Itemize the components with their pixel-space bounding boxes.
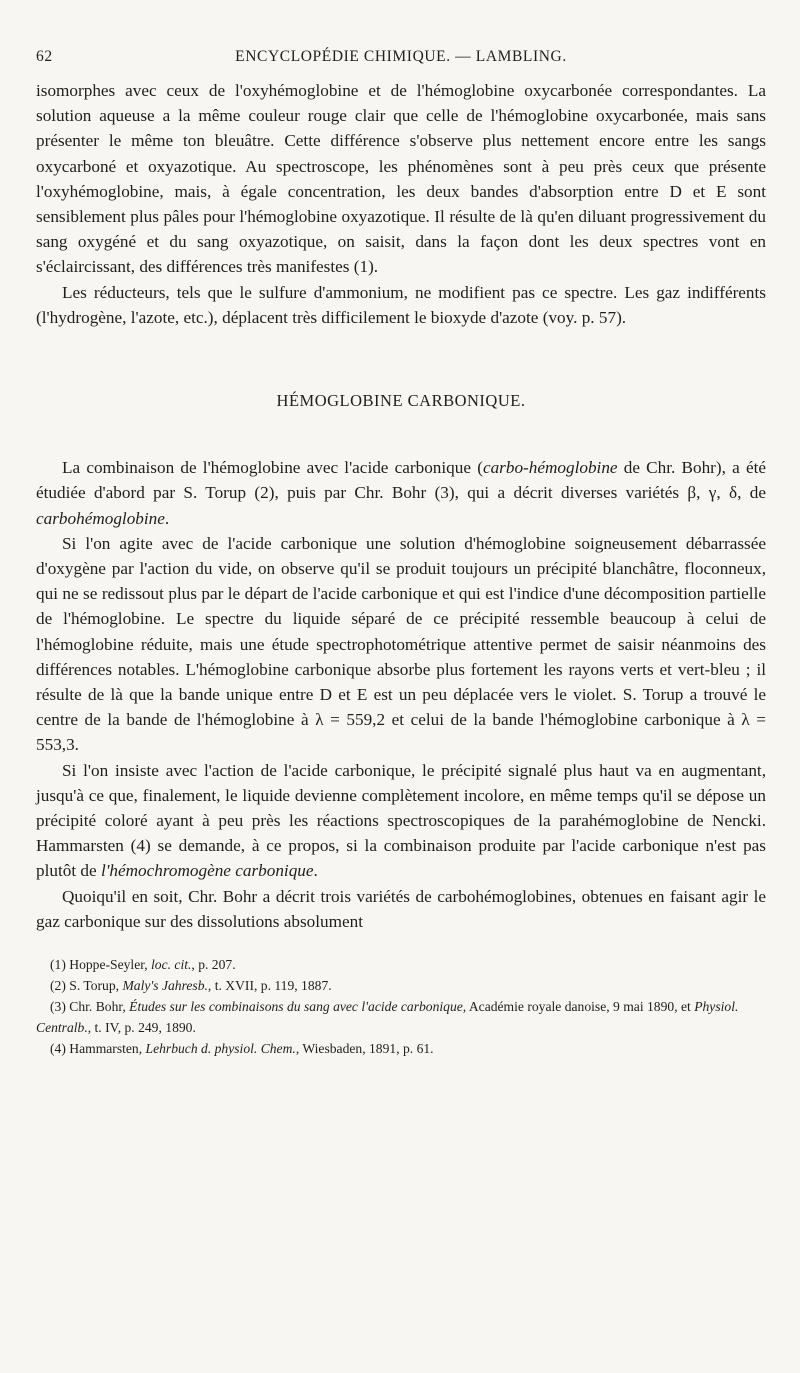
footnote-ref: , Académie royale danoise, 9 mai 1890, et bbox=[462, 999, 695, 1015]
footnote-ref: , t. XVII, p. 119, 1887. bbox=[207, 978, 332, 994]
footnote-3 bbox=[36, 996, 766, 1038]
page-header bbox=[36, 48, 766, 78]
footnote-ref-journal: , t. IV, p. 249, 1890. bbox=[87, 1020, 196, 1036]
para3-italic: l'hémochromogène carbonique bbox=[100, 861, 314, 881]
footnote-italic: Maly's Jahresb. bbox=[122, 978, 208, 994]
footnote-ref: , Wiesbaden, 1891, p. 61. bbox=[295, 1041, 434, 1057]
footnote-marker: (1) bbox=[50, 957, 66, 973]
para3-text-b: . bbox=[313, 861, 318, 881]
main-text bbox=[36, 78, 766, 934]
para1-text-c: . bbox=[164, 508, 170, 528]
footnote-ref: , p. 207. bbox=[191, 957, 236, 973]
footnote-author: Chr. Bohr, bbox=[69, 999, 130, 1015]
footnote-author: Hammarsten, bbox=[69, 1041, 146, 1057]
para3-text-a: Si l'on insiste avec l'action de l'acide carbonique, le précipité signalé plus haut va en augmentant, jusqu'à ce que, finalement, le liquide devienne complètement incolore, en même temps qu'il se dépose un précipité coloré ayant à peu près les réactions spectroscopiques de la parahémoglobine de Nencki. Hammarsten (4) se demande, à ce propos, si la combinaison produite par l'acide carbonique n'est pas plutôt de bbox=[36, 760, 766, 881]
section-title: HÉMOGLOBINE CARBONIQUE. bbox=[276, 391, 526, 411]
para1-text-b: de Chr. Bohr), a été étudiée d'abord par S. Torup (2), puis par Chr. Bohr (3), qui a décrit diverses variétés β, γ, δ, de bbox=[36, 458, 766, 503]
footnote-italic: Études sur les combinaisons du sang avec l'acide carbonique bbox=[129, 999, 463, 1015]
footnote-italic-journal: Physiol. Centralb. bbox=[36, 999, 739, 1036]
footnote-author: S. Torup, bbox=[69, 978, 123, 994]
footnote-italic: Lehrbuch d. physiol. Chem. bbox=[145, 1041, 296, 1057]
reducers-paragraph: Les réducteurs, tels que le sulfure d'ammonium, ne modifient pas ce spectre. Les gaz indifférents (l'hydrogène, l'azote, etc.), déplacent très difficilement le bioxyde d'azote (voy. p. 57). bbox=[36, 282, 766, 327]
footnote-2 bbox=[36, 975, 766, 996]
para1-text-a: La combinaison de l'hémoglobine avec l'acide carbonique ( bbox=[62, 458, 483, 478]
footnote-marker: (2) bbox=[50, 978, 66, 994]
para1-italic-a: carbo-hémoglobine bbox=[482, 458, 618, 478]
para1-italic-b: carbohémoglobine bbox=[36, 508, 165, 528]
paragraph-hammarsten bbox=[36, 758, 766, 884]
footnote-italic: loc. cit. bbox=[151, 957, 192, 973]
paragraph-bohr-varieties: Quoiqu'il en soit, Chr. Bohr a décrit trois variétés de carbohémoglobines, obtenues en faisant agir le gaz carbonique sur des dissolutions absolument bbox=[36, 886, 766, 931]
book-page bbox=[36, 48, 766, 1059]
running-title: ENCYCLOPÉDIE CHIMIQUE. — LAMBLING. bbox=[235, 48, 567, 65]
paragraph-precipitate: Si l'on agite avec de l'acide carbonique une solution d'hémoglobine soigneusement débarrassée d'oxygène par l'action du vide, on observe qu'il se produit toujours un précipité blanchâtre, floconneux, qui ne se redissout plus par le départ de l'acide carbonique et qui est l'indice d'une décomposition partielle de l'hémoglobine. Le spectre du liquide séparé de ce précipité ressemble beaucoup à celui de l'hémoglobine réduite, mais une étude spectrophotométrique attentive permet de saisir néanmoins des différences notables. L'hémoglobine carbonique absorbe plus fortement les rayons verts et vert-bleu ; il résulte de là que la bande unique entre D et E est un peu déplacée vers le violet. S. Torup a trouvé le centre de la bande de l'hémoglobine à λ = 559,2 et celui de la bande l'hémoglobine carbonique à λ = 553,3. bbox=[36, 533, 766, 755]
footnote-author: Hoppe-Seyler, bbox=[69, 957, 152, 973]
footnote-1 bbox=[36, 954, 766, 975]
intro-paragraph: isomorphes avec ceux de l'oxyhémoglobine et de l'hémoglobine oxycarbonée correspondantes. La solution aqueuse a la même couleur rouge clair que celle de l'hémoglobine oxycarbonée, mais sans présenter le même ton bleuâtre. Cette différence s'observe plus nettement encore entre les sangs oxycarboné et oxyazotique. Au spectroscope, les phénomènes sont à peu près ceux que présente l'oxyhémoglobine, mais, à égale concentration, les deux bandes d'absorption entre D et E sont sensiblement plus pâles pour l'hémoglobine oxyazotique. Il résulte de là qu'en diluant progressivement du sang oxygéné et du sang oxyazotique, on saisit, dans la façon dont les deux spectres vont en s'éclaircissant, des différences très manifestes (1). bbox=[36, 81, 766, 277]
footnote-4 bbox=[36, 1038, 766, 1059]
footnotes bbox=[36, 954, 766, 1059]
footnote-marker: (3) bbox=[50, 999, 66, 1015]
footnote-marker: (4) bbox=[50, 1041, 66, 1057]
paragraph-carbohemoglobin-intro bbox=[36, 455, 766, 531]
page-number: 62 bbox=[36, 48, 53, 65]
